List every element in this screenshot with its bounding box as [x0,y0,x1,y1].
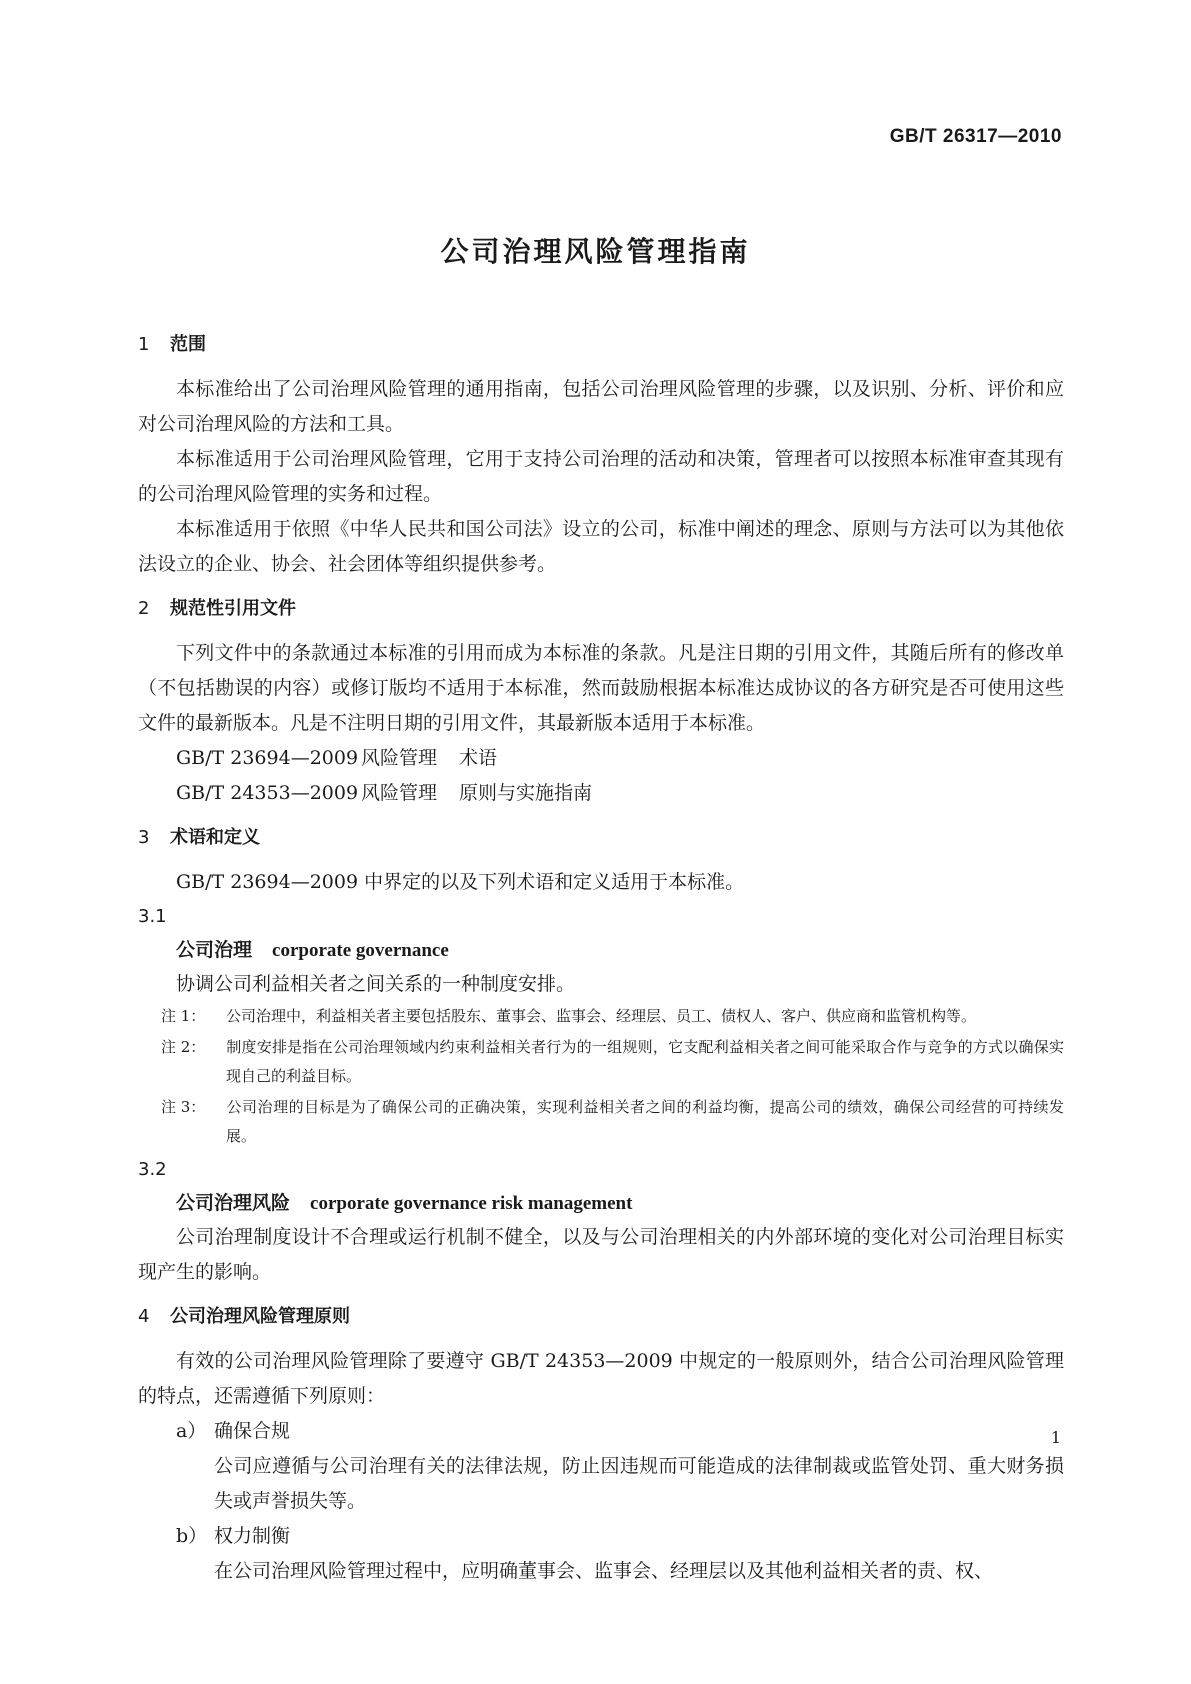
list-item-text: 公司应遵循与公司治理有关的法律法规，防止因违规而可能造成的法律制裁或监管处罚、重大财务损失或声誉损失等。 [214,1455,1064,1512]
paragraph: 本标准适用于依照《中华人民共和国公司法》设立的公司，标准中阐述的理念、原则与方法可以为其他依法设立的企业、协会、社会团体等组织提供参考。 [138,518,1064,575]
section-number: 2 [138,598,150,619]
reference-item [138,741,1064,776]
term-chinese: 公司治理 [176,939,253,961]
note-text: 公司治理的目标是为了确保公司的正确决策，实现利益相关者之间的利益均衡，提高公司的绩效，确保公司经营的可持续发展。 [226,1098,1064,1145]
term-definition: 协调公司利益相关者之间关系的一种制度安排。 [176,973,576,995]
document-title: 公司治理风险管理指南 [440,235,751,268]
section-4-heading [138,1300,1064,1334]
section-title: 术语和定义 [170,827,260,848]
note-text: 制度安排是指在公司治理领域内约束利益相关者行为的一组规则，它支配利益相关者之间可能采取合作与竞争的方式以确保实现自己的利益目标。 [226,1038,1064,1085]
clause-number: 3.2 [138,1159,167,1180]
section-2-heading [138,592,1064,626]
list-item-title: 权力制衡 [214,1525,291,1547]
reference-part: 风险管理 [361,782,438,804]
term-entry [138,934,1064,967]
list-item-heading [138,1519,1064,1554]
term-definition: 公司治理制度设计不合理或运行机制不健全，以及与公司治理相关的内外部环境的变化对公司治理目标实现产生的影响。 [138,1226,1064,1283]
reference-code: GB/T 23694—2009 [176,747,359,769]
section-number: 1 [138,334,150,355]
list-item-label: a） [176,1420,207,1442]
term-chinese: 公司治理风险 [176,1192,291,1214]
note-label: 注 1： [161,1007,206,1025]
note [138,1033,1064,1091]
section-title: 公司治理风险管理原则 [170,1306,350,1327]
section-title: 范围 [170,334,206,355]
list-item-title: 确保合规 [214,1420,291,1442]
reference-part: 术语 [459,747,498,769]
paragraph: 有效的公司治理风险管理除了要遵守 GB/T 24353—2009 中规定的一般原则外，结合公司治理风险管理的特点，还需遵循下列原则： [138,1350,1064,1407]
note [138,1002,1064,1031]
list-item-text: 在公司治理风险管理过程中，应明确董事会、监事会、经理层以及其他利益相关者的责、权、 [214,1560,994,1582]
reference-code: GB/T 24353—2009 [176,782,359,804]
note [138,1093,1064,1151]
reference-part: 风险管理 [361,747,438,769]
term-entry [138,1187,1064,1220]
paragraph: GB/T 23694—2009 中界定的以及下列术语和定义适用于本标准。 [176,871,745,893]
note-label: 注 3： [161,1098,206,1116]
document-body [138,328,1064,1589]
paragraph: 本标准给出了公司治理风险管理的通用指南，包括公司治理风险管理的步骤，以及识别、分析、评价和应对公司治理风险的方法和工具。 [138,378,1064,435]
note-label: 注 2： [161,1038,206,1056]
term-english: corporate governance risk management [310,1193,633,1214]
page-number: 1 [1050,1428,1061,1447]
section-1-heading [138,328,1064,362]
section-number: 3 [138,827,150,848]
reference-part: 原则与实施指南 [459,782,593,804]
note-text: 公司治理中，利益相关者主要包括股东、董事会、监事会、经理层、员工、债权人、客户、供应商和监管机构等。 [226,1007,977,1025]
standard-number: GB/T 26317—2010 [889,126,1062,147]
reference-item [138,776,1064,811]
list-item-label: b） [176,1525,208,1547]
section-title: 规范性引用文件 [170,598,296,619]
term-english: corporate governance [272,940,449,961]
list-item-heading [138,1414,1064,1449]
section-number: 4 [138,1306,150,1327]
paragraph: 本标准适用于公司治理风险管理，它用于支持公司治理的活动和决策，管理者可以按照本标准审查其现有的公司治理风险管理的实务和过程。 [138,448,1064,505]
clause-number: 3.1 [138,906,167,927]
paragraph: 下列文件中的条款通过本标准的引用而成为本标准的条款。凡是注日期的引用文件，其随后所有的修改单（不包括勘误的内容）或修订版均不适用于本标准，然而鼓励根据本标准达成协议的各方研究是否可使用这些文件的最新版本。凡是不注明日期的引用文件，其最新版本适用于本标准。 [138,642,1064,734]
section-3-heading [138,821,1064,855]
